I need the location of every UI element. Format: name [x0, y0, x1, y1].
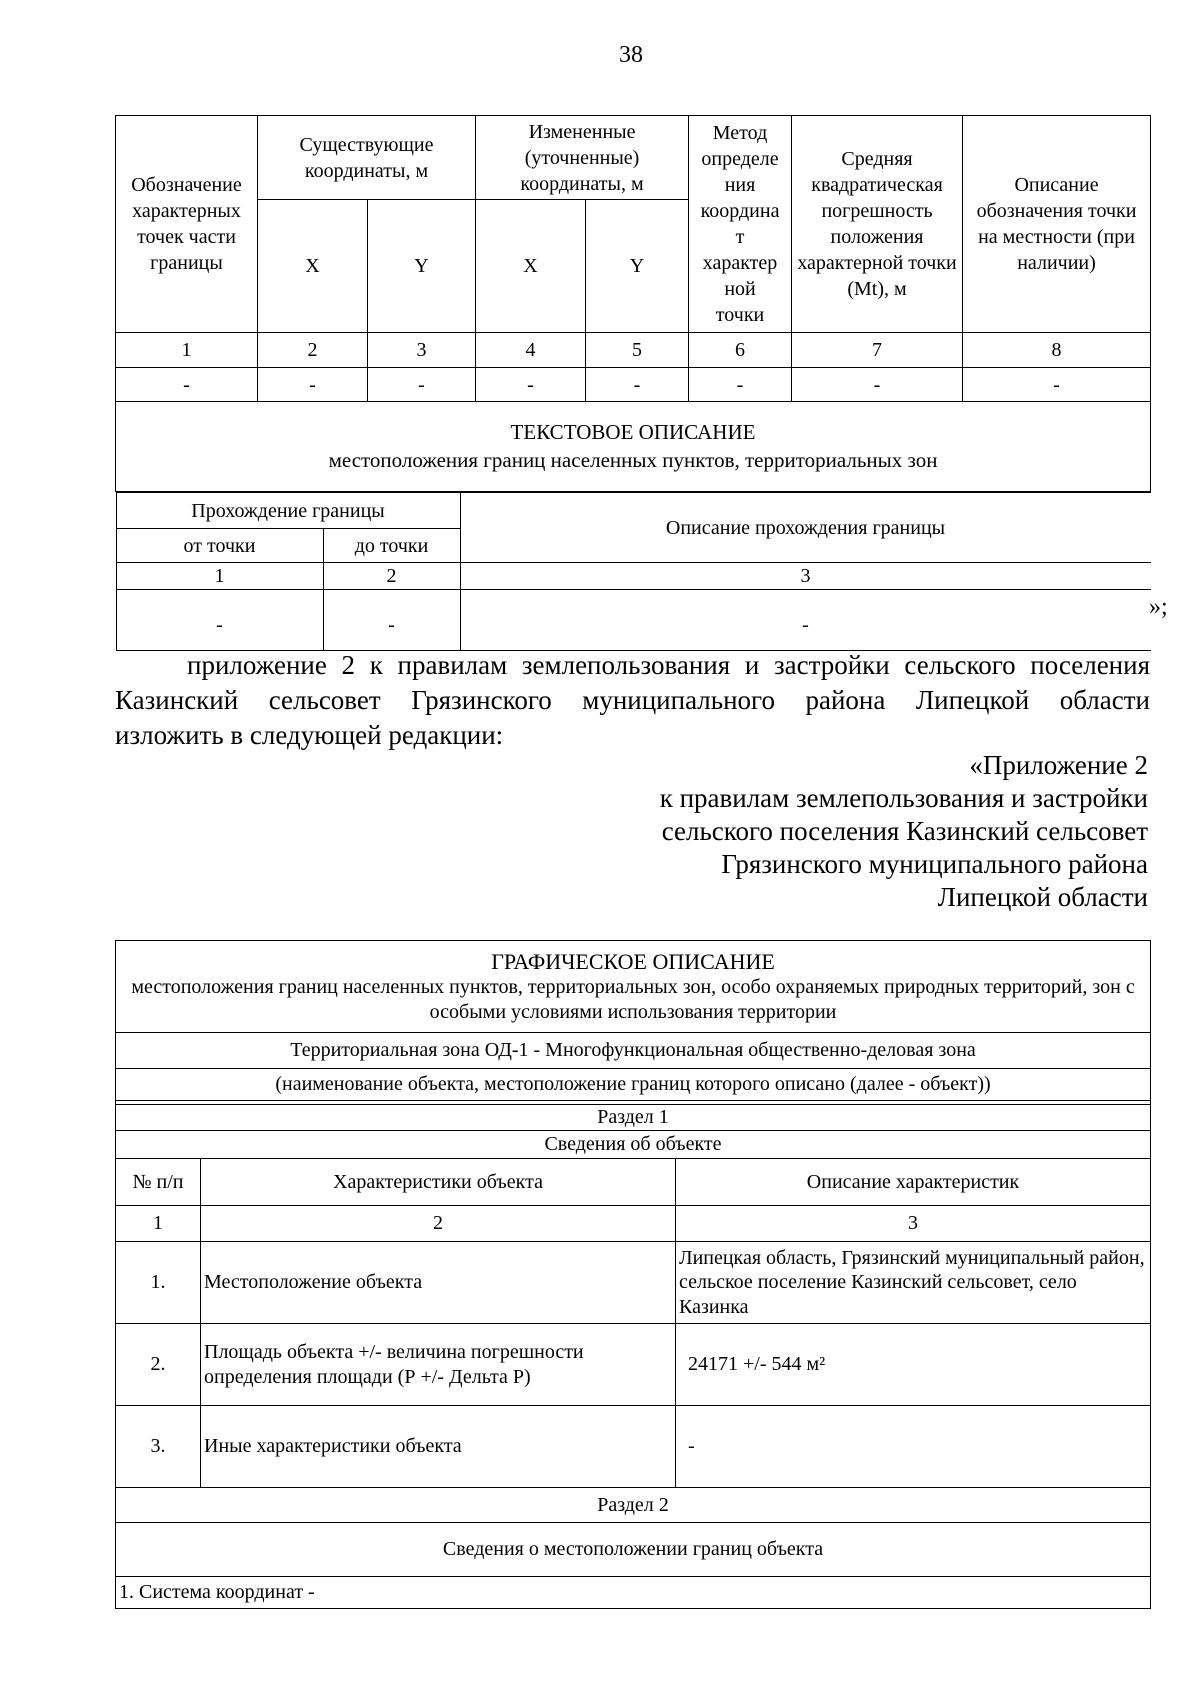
col-number: 8: [963, 333, 1151, 368]
method-line: определе: [701, 148, 779, 170]
row-characteristic: Местоположение объекта: [201, 1242, 676, 1324]
empty-cell: -: [792, 368, 963, 402]
passage-to: до точки: [323, 529, 460, 563]
text-description-header: [116, 402, 1151, 492]
empty-cell: -: [116, 368, 258, 402]
passage-cell: -: [460, 590, 1151, 651]
method-line: ния: [724, 174, 756, 196]
page-number: 38: [619, 42, 643, 68]
col-number: 2: [258, 333, 368, 368]
graphic-description-subtitle: местоположения границ населенных пунктов, территориальных зон, особо охраняемых природных территорий, зон с особыми условиями использования территории: [131, 976, 1135, 1023]
col-number: 3: [368, 333, 476, 368]
coordinate-system: 1. Система координат -: [116, 1577, 1151, 1609]
empty-cell: -: [689, 368, 792, 402]
method-line: характер: [702, 252, 778, 274]
header-changed-y: Y: [586, 200, 689, 333]
header-changed: Измененные (уточненные) координаты, м: [476, 116, 689, 200]
passage-cell: -: [116, 590, 323, 651]
section1-label: Раздел 1: [116, 1105, 1151, 1131]
col-number: 7: [792, 333, 963, 368]
method-line: т: [735, 226, 745, 248]
col-header-characteristic: Характеристики объекта: [201, 1159, 676, 1206]
method-line: ной: [724, 278, 756, 300]
appendix-line: Липецкой области: [937, 882, 1148, 912]
method-line: точки: [715, 304, 765, 326]
passage-from: от точки: [116, 529, 323, 563]
header-existing-y: Y: [368, 200, 476, 333]
header-error: Средняя квадратическая погрешность положения характерной точки (Mt), м: [792, 116, 963, 333]
col-number: 2: [201, 1206, 676, 1242]
closing-quote: »;: [1149, 594, 1168, 620]
passage-description-header: Описание прохождения границы: [460, 493, 1151, 563]
col-header-num: № п/п: [116, 1159, 201, 1206]
coordinates-table: [115, 115, 1151, 651]
header-method: [689, 116, 792, 333]
empty-cell: -: [258, 368, 368, 402]
empty-cell: -: [963, 368, 1151, 402]
row-value: Липецкая область, Грязинский муниципальный район, сельское поселение Казинский сельсовет, село Казинка: [676, 1242, 1151, 1324]
appendix-line: к правилам землепользования и застройки: [659, 783, 1148, 813]
empty-cell: -: [368, 368, 476, 402]
row-characteristic: Площадь объекта +/- величина погрешности определения площади (Р +/- Дельта Р): [201, 1324, 676, 1406]
graphic-description-header: [116, 941, 1151, 1033]
row-characteristic: Иные характеристики объекта: [201, 1406, 676, 1488]
section2-label: Раздел 2: [116, 1488, 1151, 1523]
passage-number: 1: [116, 563, 323, 590]
empty-cell: -: [476, 368, 586, 402]
col-number: 6: [689, 333, 792, 368]
appendix-line: «Приложение 2: [969, 750, 1148, 780]
row-number: 1.: [116, 1242, 201, 1324]
section1-title: Сведения об объекте: [116, 1131, 1151, 1159]
passage-number: 2: [323, 563, 460, 590]
section2-title: Сведения о местоположении границ объекта: [116, 1523, 1151, 1577]
header-designation: Обозначение характерных точек части границы: [116, 116, 258, 333]
zone-name: Территориальная зона ОД-1 - Многофункциональная общественно-деловая зона: [116, 1033, 1151, 1069]
text-description-subtitle: местоположения границ населенных пунктов, территориальных зон: [328, 447, 938, 472]
empty-cell: -: [586, 368, 689, 402]
col-number: 1: [116, 1206, 201, 1242]
passage-cell: -: [323, 590, 460, 651]
header-existing: Существующие координаты, м: [258, 116, 476, 200]
col-number: 3: [676, 1206, 1151, 1242]
amendment-paragraph-line1: приложение 2 к правилам землепользования и застройки сельского поселения: [187, 650, 1150, 680]
row-value: -: [676, 1406, 1151, 1488]
col-number: 1: [116, 333, 258, 368]
method-line: координа: [700, 200, 780, 222]
method-lines: [689, 120, 791, 328]
row-number: 2.: [116, 1324, 201, 1406]
header-existing-x: X: [258, 200, 368, 333]
passage-header: Прохождение границы: [116, 493, 460, 529]
zone-note: (наименование объекта, местоположение границ которого описано (далее - объект)): [116, 1069, 1151, 1101]
header-description: Описание обозначения точки на местности (при наличии): [963, 116, 1151, 333]
col-number: 4: [476, 333, 586, 368]
passage-table: [116, 492, 1151, 651]
header-changed-x: X: [476, 200, 586, 333]
text-description-title: ТЕКСТОВОЕ ОПИСАНИЕ: [510, 420, 756, 445]
passage-number: 3: [460, 563, 1151, 590]
graphic-description-table: [115, 940, 1151, 1609]
appendix-line: сельского поселения Казинский сельсовет: [661, 816, 1148, 846]
amendment-paragraph-line2: Казинский сельсовет Грязинского муниципального района Липецкой области: [115, 685, 1150, 715]
col-number: 5: [586, 333, 689, 368]
col-header-description: Описание характеристик: [676, 1159, 1151, 1206]
row-value: 24171 +/- 544 м²: [676, 1324, 1151, 1406]
appendix-line: Грязинского муниципального района: [721, 849, 1148, 879]
amendment-paragraph-line3: изложить в следующей редакции:: [115, 720, 504, 750]
method-line: Метод: [712, 122, 768, 144]
graphic-description-title: ГРАФИЧЕСКОЕ ОПИСАНИЕ: [491, 948, 775, 974]
row-number: 3.: [116, 1406, 201, 1488]
